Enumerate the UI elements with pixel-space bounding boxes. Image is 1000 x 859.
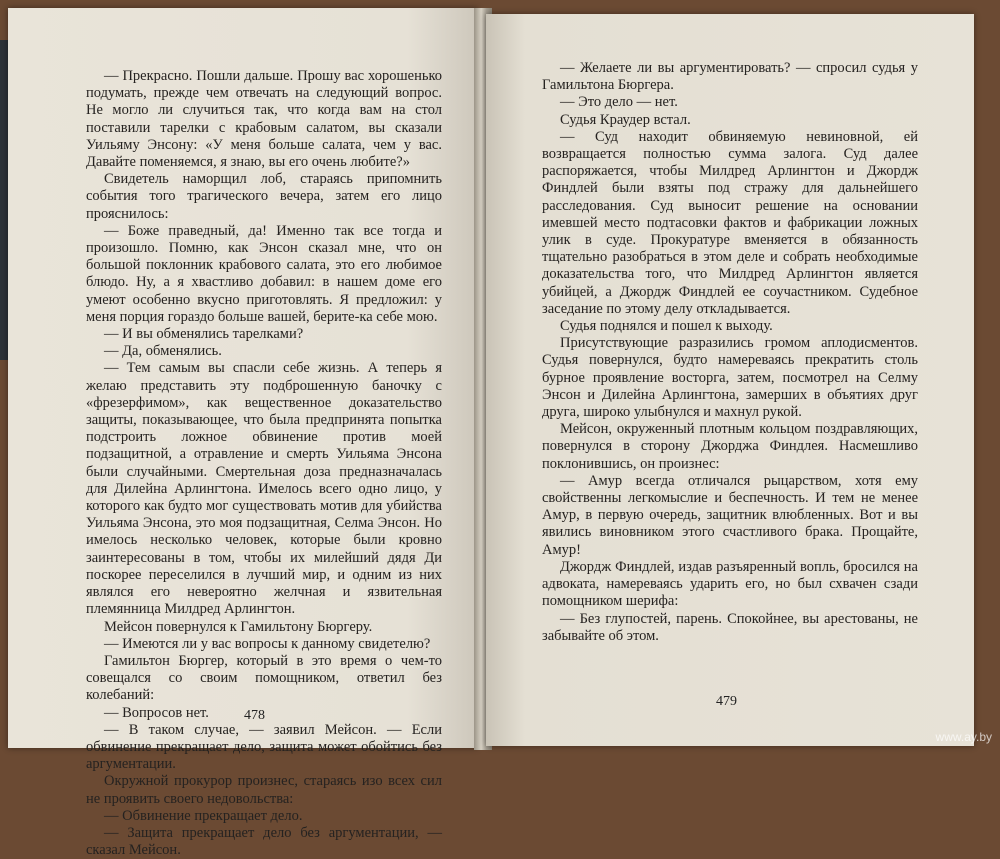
right-page-text: [542, 60, 918, 645]
paragraph: Присутствующие разразились громом аплодисментов. Судья повернулся, будто намереваясь прекратить столь бурное проявление восторга, затем, посмотрел на Селму Энсон и Дилейна Арлингтона, замерших в объятиях друг друга, широко улыбнулся и махнул рукой.: [542, 335, 918, 421]
paragraph: — Амур всегда отличался рыцарством, хотя ему свойственны легкомыслие и беспечность. И тем не менее Амур, в первую очередь, защитник влюбленных. Вот и вы явились виновником этого счастливого брака. Прощайте, Амур!: [542, 472, 918, 558]
left-page-text: [86, 68, 442, 859]
paragraph: Судья поднялся и пошел к выходу.: [560, 318, 773, 335]
paragraph: Окружной прокурор произнес, стараясь изо всех сил не проявить своего недовольства:: [86, 773, 442, 807]
paragraph: — Имеются ли у вас вопросы к данному свидетелю?: [104, 635, 431, 652]
watermark: www.ay.by: [935, 730, 992, 744]
paragraph: — Без глупостей, парень. Спокойнее, вы арестованы, не забывайте об этом.: [542, 610, 918, 644]
paragraph: — Желаете ли вы аргументировать? — спросил судья у Гамильтона Бюргера.: [542, 60, 918, 94]
paragraph: Гамильтон Бюргер, который в это время о чем-то совещался со своим помощником, ответил без колебаний:: [86, 652, 442, 704]
paragraph: — В таком случае, — заявил Мейсон. — Если обвинение прекращает дело, защита может обойтись без аргументации.: [86, 721, 442, 773]
left-page: [8, 8, 478, 859]
right-page: [486, 14, 974, 746]
paragraph: — Боже праведный, да! Именно так все тогда и произошло. Помню, как Энсон сказал мне, что он большой поклонник крабового салата, это его любимое блюдо. Ну, а я хвастливо добавил: в нашем доме его умеют особенно вкусно приготовлять. Я предложил: у меня порция гораздо больше вашей, берите-ка себе мою.: [86, 222, 442, 325]
page-number: 478: [244, 708, 265, 723]
paragraph: — Обвинение прекращает дело.: [104, 807, 303, 824]
paragraph: — Суд находит обвиняемую невиновной, ей возвращается полностью сумма залога. Суд далее распоряжается, чтобы Милдред Арлингтон и Джордж Финдлей были взяты под стражу для дальнейшего расследования. Суд выносит решение на основании имевшей место подтасовки фактов и фабрикации ложных улик в суде. Прокуратуре вменяется в обязанность тщательно разобраться в этом деле и собрать необходимые доказательства того, что Милдред Арлингтон является убийцей, а Джордж Финдлей ее соучастником. Судебное заседание по этому делу откладывается.: [542, 128, 918, 317]
paragraph: — Это дело — нет.: [560, 94, 678, 111]
paragraph: Свидетель наморщил лоб, стараясь припомнить события того трагического вечера, затем его лицо прояснилось:: [86, 171, 442, 222]
paragraph: — Прекрасно. Пошли дальше. Прошу вас хорошенько подумать, прежде чем отвечать на следующий вопрос. Не могло ли случиться так, что когда вам на стол поставили тарелки с крабовым салатом, вы сказали Уильяму Энсону: «У меня больше салата, чем у вас. Давайте поменяемся, я знаю, вы его очень любите?»: [86, 68, 442, 171]
paragraph: — Тем самым вы спасли себе жизнь. А теперь я желаю представить эту подброшенную баночку с «фрезерфимом», как вещественное доказательство защиты, показывающее, что была предпринята попытка подстроить ложное обвинение против моей подзащитной, а отравление и смерть Уильяма Энсона были случайными. Смертельная доза предназначалась для Дилейна Арлингтона. Имелось всего одно лицо, у которого как будто мог существовать мотив для убийства Уильяма Энсона, это моя подзащитная, Селма Энсон. Но имелось несколько человек, которые были кровно заинтересованы в том, чтобы их милейший дядя Ди поскорее переселился в лучший мир, и одним из них являлся его невероятно желчная и язвительная племянница Милдред Арлингтон.: [86, 360, 442, 618]
paragraph: Судья Краудер встал.: [560, 111, 691, 128]
paragraph: — Вопросов нет.: [104, 704, 209, 721]
paragraph: Мейсон, окруженный плотным кольцом поздравляющих, повернулся в сторону Джорджа Финдлея. Насмешливо поклонившись, он произнес:: [542, 421, 918, 472]
paragraph: — И вы обменялись тарелками?: [104, 326, 304, 343]
page-number: 479: [716, 694, 737, 709]
paragraph: — Да, обменялись.: [104, 343, 222, 360]
paragraph: — Защита прекращает дело без аргументации, — сказал Мейсон.: [86, 824, 442, 859]
paragraph: Мейсон повернулся к Гамильтону Бюргеру.: [104, 618, 373, 635]
paragraph: Джордж Финдлей, издав разъяренный вопль, бросился на адвоката, намереваясь ударить его, но был схвачен сзади помощником шерифа:: [542, 558, 918, 610]
